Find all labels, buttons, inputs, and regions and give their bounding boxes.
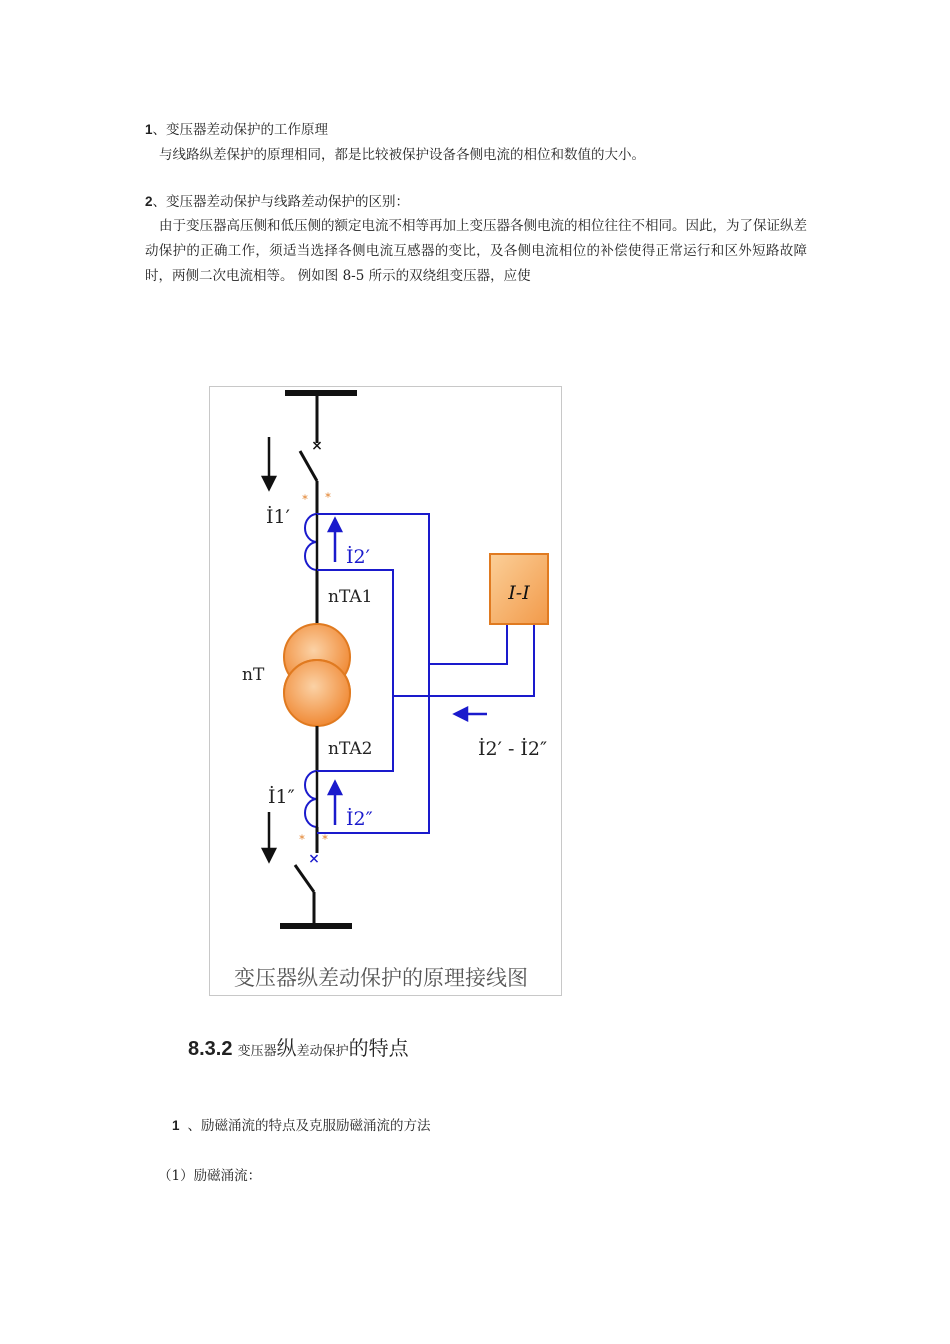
ct2-coil [305,771,317,827]
relay-label: I-I [508,582,530,604]
section2-title [145,193,409,211]
section1-number: 1 [145,122,153,137]
svg-text:*: * [325,491,331,504]
figure-caption: 变压器纵差动保护的原理接线图 [234,966,528,990]
item1-1-number: （1） [158,1168,194,1184]
label-i1-double-prime: İ1″ [268,786,295,808]
item1 [172,1117,431,1135]
item1-1 [158,1167,261,1185]
section1-title-text: 、变压器差动保护的工作原理 [152,122,329,138]
label-nta2: nTA2 [328,739,373,759]
heading-part2: 纵 [276,1036,297,1060]
svg-text:*: * [299,833,305,846]
section2-body: 由于变压器高压侧和低压侧的额定电流不相等再加上变压器各侧电流的相位往往不相同。因此，为了保证纵差动保护的正确工作，须适当选择各侧电流互感器的变比，及各侧电流相位的补偿使得正常运行和区外短路故障时，两侧二次电流相等。 例如图 8-5 所示的双绕组变压器，应使 [145,218,807,284]
top-breaker-x: × [311,438,323,454]
ct1-coil [305,514,317,570]
label-i2-double-prime: İ2″ [346,808,373,830]
label-nt: nT [242,665,265,685]
transformer-differential-diagram [209,386,562,996]
heading-number: 8.3.2 [188,1038,233,1060]
heading-part1: 变压器 [237,1044,277,1059]
label-nta1: nTA1 [328,587,373,607]
top-breaker-blade [300,451,317,481]
bottom-breaker-x: × [308,851,320,867]
bottom-breaker-blade [295,865,314,892]
item1-number: 1 [172,1118,180,1133]
section1-body: 与线路纵差保护的原理相同，都是比较被保护设备各侧电流的相位和数值的大小。 [159,147,645,163]
item1-1-text: 励磁涌流： [193,1168,262,1184]
item1-text: 、励磁涌流的特点及克服励磁涌流的方法 [187,1118,431,1134]
label-i2-prime: İ2′ [346,546,370,568]
section2-title-text: 、变压器差动保护与线路差动保护的区别： [152,194,410,210]
section1-title [145,121,328,139]
section-heading-832 [188,1032,409,1061]
svg-text:*: * [302,493,308,506]
svg-text:*: * [322,833,328,846]
heading-part3: 差动保护 [296,1044,349,1059]
label-i1-prime: İ1′ [266,506,290,528]
label-differential-current: İ2′ - İ2″ [478,738,548,760]
heading-part4: 的特点 [348,1036,409,1060]
section2-number: 2 [145,194,153,209]
